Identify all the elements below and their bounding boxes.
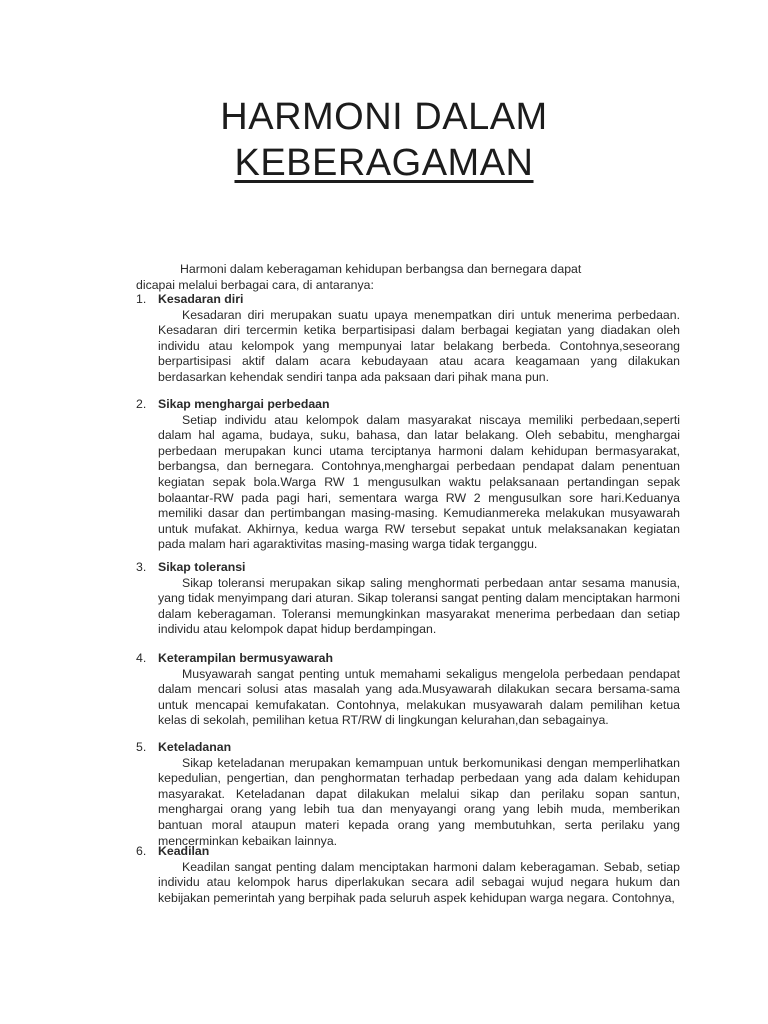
section-number: 5. [136, 740, 147, 754]
section-heading [136, 740, 680, 756]
section-sikap-toleransi [136, 560, 680, 638]
section-body: Sikap toleransi merupakan sikap saling menghormati perbedaan antar sesama manusia, yang tidak menyimpang dari aturan. Sikap toleransi sangat penting dalam menciptakan harmoni dalam keberagaman. Toleransi memungkinkan masyarakat menerima perbedaan dan setiap individu atau kelompok dapat hidup berdampingan. [158, 575, 680, 637]
section-kesadaran-diri [136, 292, 680, 386]
section-heading [136, 560, 680, 576]
section-number: 4. [136, 651, 147, 665]
section-keadilan [136, 844, 680, 906]
section-body: Kesadaran diri merupakan suatu upaya menempatkan diri untuk menerima perbedaan. Kesadaran diri tercermin ketika berpartisipasi dalam berbagai kegiatan yang diadakan oleh individu atau kelompok yang mempunyai latar belakang berbeda. Contohnya,seseorang berpartisipasi aktif dalam acara kebudayaan atau acara keagamaan yang dilakukan berdasarkan kehendak sendiri tanpa ada paksaan dari pihak mana pun. [158, 307, 680, 384]
section-keteladanan [136, 740, 680, 849]
intro-line-1: Harmoni dalam keberagaman kehidupan berbangsa dan bernegara dapat [180, 262, 582, 276]
section-title: Keterampilan bermusyawarah [158, 651, 333, 665]
section-heading [136, 651, 680, 667]
section-heading [136, 397, 680, 413]
section-title: Keadilan [158, 844, 210, 858]
section-heading [136, 292, 680, 308]
section-sikap-menghargai-perbedaan [136, 397, 680, 553]
document-title-line-1: HARMONI DALAM [220, 96, 548, 138]
section-number: 6. [136, 844, 147, 858]
section-title: Sikap menghargai perbedaan [158, 397, 330, 411]
section-body: Keadilan sangat penting dalam menciptakan harmoni dalam keberagaman. Sebab, setiap individu atau kelompok harus diperlakukan secara adil sebagai wujud negara hukum dan kebijakan pemerintah yang berpihak pada seluruh aspek kehidupan warga negara. Contohnya, [158, 859, 680, 905]
section-title: Sikap toleransi [158, 560, 246, 574]
document-title-underlined: KEBERAGAMAN [234, 142, 534, 184]
document-title-line-2 [0, 140, 768, 186]
section-heading [136, 844, 680, 860]
section-title: Keteladanan [158, 740, 232, 754]
section-number: 1. [136, 292, 147, 306]
section-body: Sikap keteladanan merupakan kemampuan untuk berkomunikasi dengan memperlihatkan kepedulian, pengertian, dan penghormatan terhadap perbedaan yang ada dalam kehidupan masyarakat. Keteladanan dapat dilakukan melalui sikap dan perilaku sopan santun, menghargai orang yang lebih tua dan menyayangi orang yang lebih muda, memberikan bantuan moral ataupun materi kepada orang yang membutuhkan, serta perilaku yang mencerminkan kebaikan lainnya. [158, 755, 680, 848]
section-title: Kesadaran diri [158, 292, 244, 306]
section-body: Musyawarah sangat penting untuk memahami sekaligus mengelola perbedaan pendapat dalam mencari solusi atas masalah yang ada.Musyawarah dilakukan secara bersama-sama untuk mencapai kemufakatan. Contohnya, melakukan musyawarah dalam pemilihan ketua kelas di sekolah, pemilihan ketua RT/RW di lingkungan kelurahan,dan sebagainya. [158, 666, 680, 728]
intro-line-2: dicapai melalui berbagai cara, di antaranya: [136, 277, 374, 292]
section-body: Setiap individu atau kelompok dalam masyarakat niscaya memiliki perbedaan,seperti dalam hal agama, budaya, suku, bahasa, dan latar belakang. Oleh sebabitu, menghargai perbedaan merupakan kunci utama terciptanya harmoni dalam kehidupan bermasyarakat, berbangsa, dan bernegara. Contohnya,menghargai perbedaan pendapat dalam penentuan kegiatan sepak bola.Warga RW 1 mengusulkan waktu pelaksanaan pertandingan sepak bolaantar-RW pada pagi hari, sementara warga RW 2 mengusulkan sore hari.Keduanya memiliki dasar dan pertimbangan masing-masing. Kemudianmereka melakukan musyawarah untuk mufakat. Akhirnya, kedua warga RW tersebut sepakat untuk melaksanakan kegiatan pada malam hari agaraktivitas masing-masing warga tidak terganggu. [158, 412, 680, 552]
section-keterampilan-bermusyawarah [136, 651, 680, 729]
section-number: 2. [136, 397, 147, 411]
section-number: 3. [136, 560, 147, 574]
intro-paragraph [136, 262, 680, 293]
